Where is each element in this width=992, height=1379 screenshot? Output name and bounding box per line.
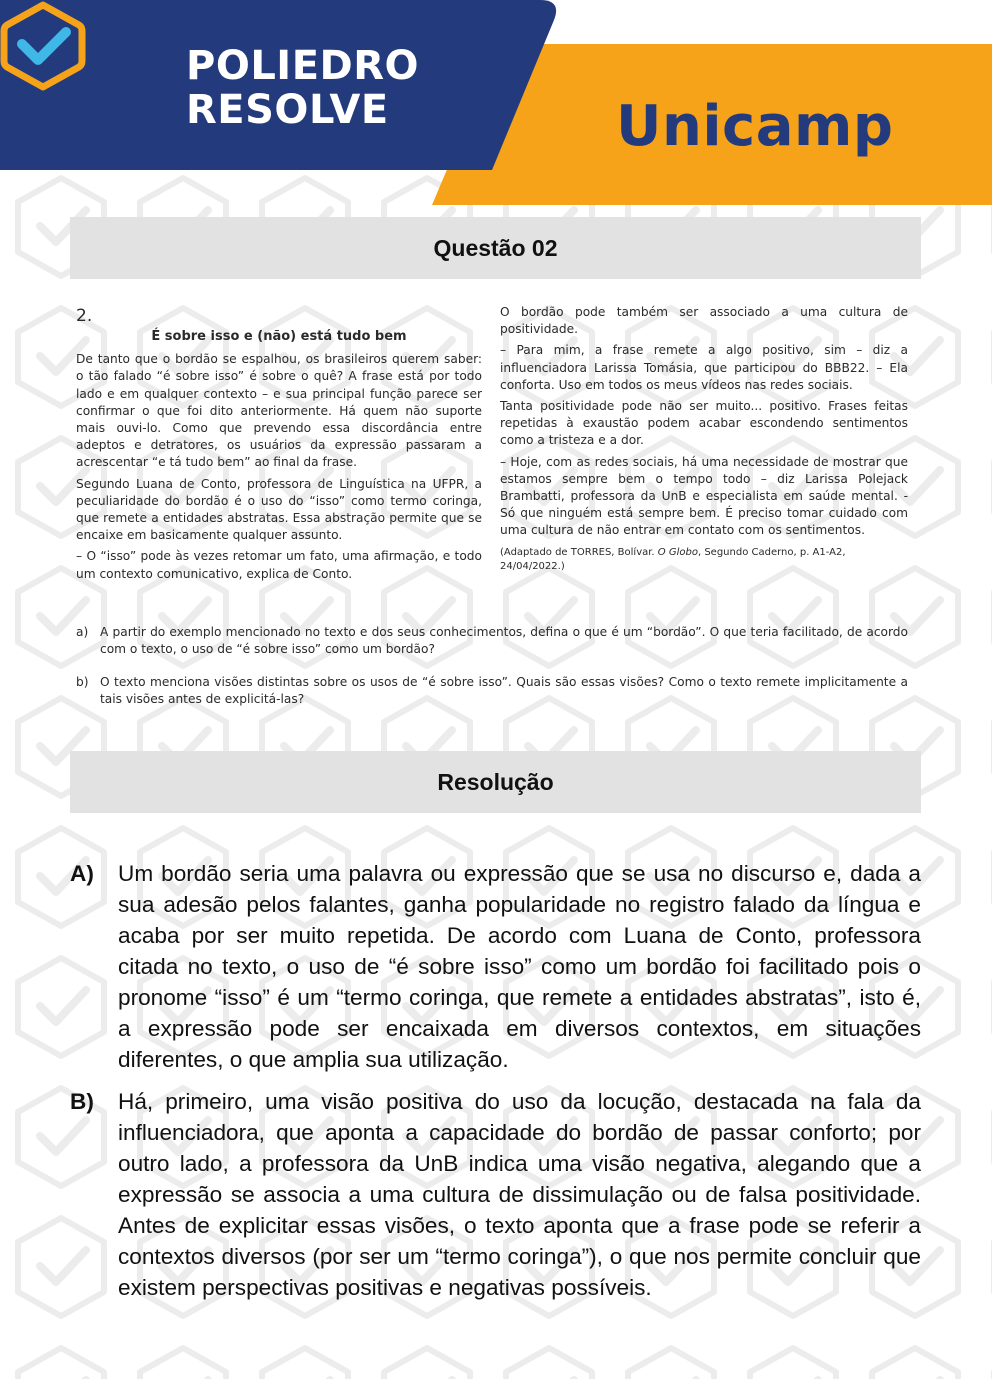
question-item-b	[76, 674, 908, 708]
question-item-a	[76, 624, 908, 658]
resolution-bar-label: Resolução	[437, 768, 554, 795]
header-banner	[0, 0, 992, 205]
source-italic: O Globo	[657, 546, 698, 558]
text-column-right	[500, 304, 908, 574]
source-suffix: , Segundo Caderno, p. A1-A2, 24/04/2022.)	[500, 546, 846, 572]
paragraph: O bordão pode também ser associado a uma cultura de positividade.	[500, 305, 908, 337]
paragraph: Tanta positividade pode não ser muito... positivo. Frases feitas repetidas à exaustão podem acabar escondendo sentimentos como a tristeza e a dor.	[500, 399, 908, 448]
item-letter: a)	[76, 625, 89, 639]
brand-line-1: POLIEDRO	[186, 43, 420, 89]
question-bar-label: Questão 02	[433, 234, 558, 261]
item-text: O texto menciona visões distintas sobre os usos de “é sobre isso”. Quais são essas visões? Como o texto remete implicitamente a tais visões antes de explicitá-las?	[100, 675, 908, 706]
resolution-letter: A)	[70, 861, 94, 886]
resolution-block	[70, 858, 921, 1303]
question-number: 2.	[76, 306, 93, 326]
paragraph: – O “isso” pode às vezes retomar um fato, uma afirmação, e todo um contexto comunicativo, explica de Conto.	[76, 549, 482, 581]
resolution-bar	[70, 751, 921, 813]
brand-title	[186, 44, 419, 132]
resolution-item-b	[70, 1086, 921, 1303]
resolution-text: Um bordão seria uma palavra ou expressão que se usa no discurso e, dada a sua adesão pelos falantes, ganha popularidade no registro falado da língua e acaba por ser muito repetida. De acordo com Luana de Conto, professora citada no texto, o uso de “é sobre isso” como um bordão foi facilitado pois o pronome “isso” é um “termo coringa, que remete a entidades abstratas”, isto é, a expressão pode ser encaixada em diversos contextos, em situações diferentes, o que amplia sua utilização.	[118, 861, 921, 1072]
paragraph: – Para mim, a frase remete a algo positivo, sim – diz a influenciadora Larissa Tomásia, que participou do BBB22. – Ela conforta. Uso em todos os meus vídeos nas redes sociais.	[500, 343, 908, 392]
brand-line-2: RESOLVE	[186, 87, 389, 133]
text-title: É sobre isso e (não) está tudo bem	[151, 329, 407, 344]
resolution-text: Há, primeiro, uma visão positiva do uso da locução, destacada na fala da influenciadora, que aponta a capacidade do bordão de passar conforto; por outro lado, a professora da UnB indica uma visão negativa, alegando que a expressão se associa a uma cultura de dissimulação ou de falsa positividade. Antes de explicitar essas visões, o texto aponta que a frase pode se referir a contextos diversos (por ser um “termo coringa”), o que nos permite concluir que existem perspectivas positivas e negativas possíveis.	[118, 1089, 921, 1300]
question-bar	[70, 217, 921, 279]
paragraph: De tanto que o bordão se espalhou, os brasileiros querem saber: o tão falado “é sobre isso” é sobre o quê? A frase está por todo lado e em qualquer contexto – e sua principal função parece ser confirmar o que foi dito anteriormente. Há quem não suporte mais ouvi-lo. Como que prevendo essa discordância entre adeptos e detratores, os usuários da expressão passaram a acrescentar “e tá tudo bem” ao final da frase.	[76, 352, 482, 470]
source-prefix: (Adaptado de TORRES, Bolívar.	[500, 546, 658, 558]
text-column-left	[76, 328, 482, 587]
item-text: A partir do exemplo mencionado no texto e dos seus conhecimentos, defina o que é um “bordão”. O que teria facilitado, de acordo com o texto, o uso de “é sobre isso” como um bordão?	[100, 625, 908, 656]
exam-title: Unicamp	[616, 94, 894, 159]
resolution-letter: B)	[70, 1089, 94, 1114]
resolution-item-a	[70, 858, 921, 1075]
check-hexagon-icon	[0, 0, 86, 92]
paragraph: Segundo Luana de Conto, professora de Linguística na UFPR, a peculiaridade do bordão é o uso do “isso” como termo coringa, que remete a entidades abstratas. Essa abstração permite que se encaixe em basicamente qualquer assunto.	[76, 476, 482, 543]
paragraph: – Hoje, com as redes sociais, há uma necessidade de mostrar que estamos sempre bem o tempo todo – diz Larissa Polejack Brambatti, professora da UnB e especialista em saúde mental. - Só que ninguém está sempre bem. É preciso tomar cuidado com uma cultura de não entrar em contato com os sentimentos.	[500, 454, 908, 538]
item-letter: b)	[76, 675, 89, 689]
source-citation	[500, 546, 908, 574]
